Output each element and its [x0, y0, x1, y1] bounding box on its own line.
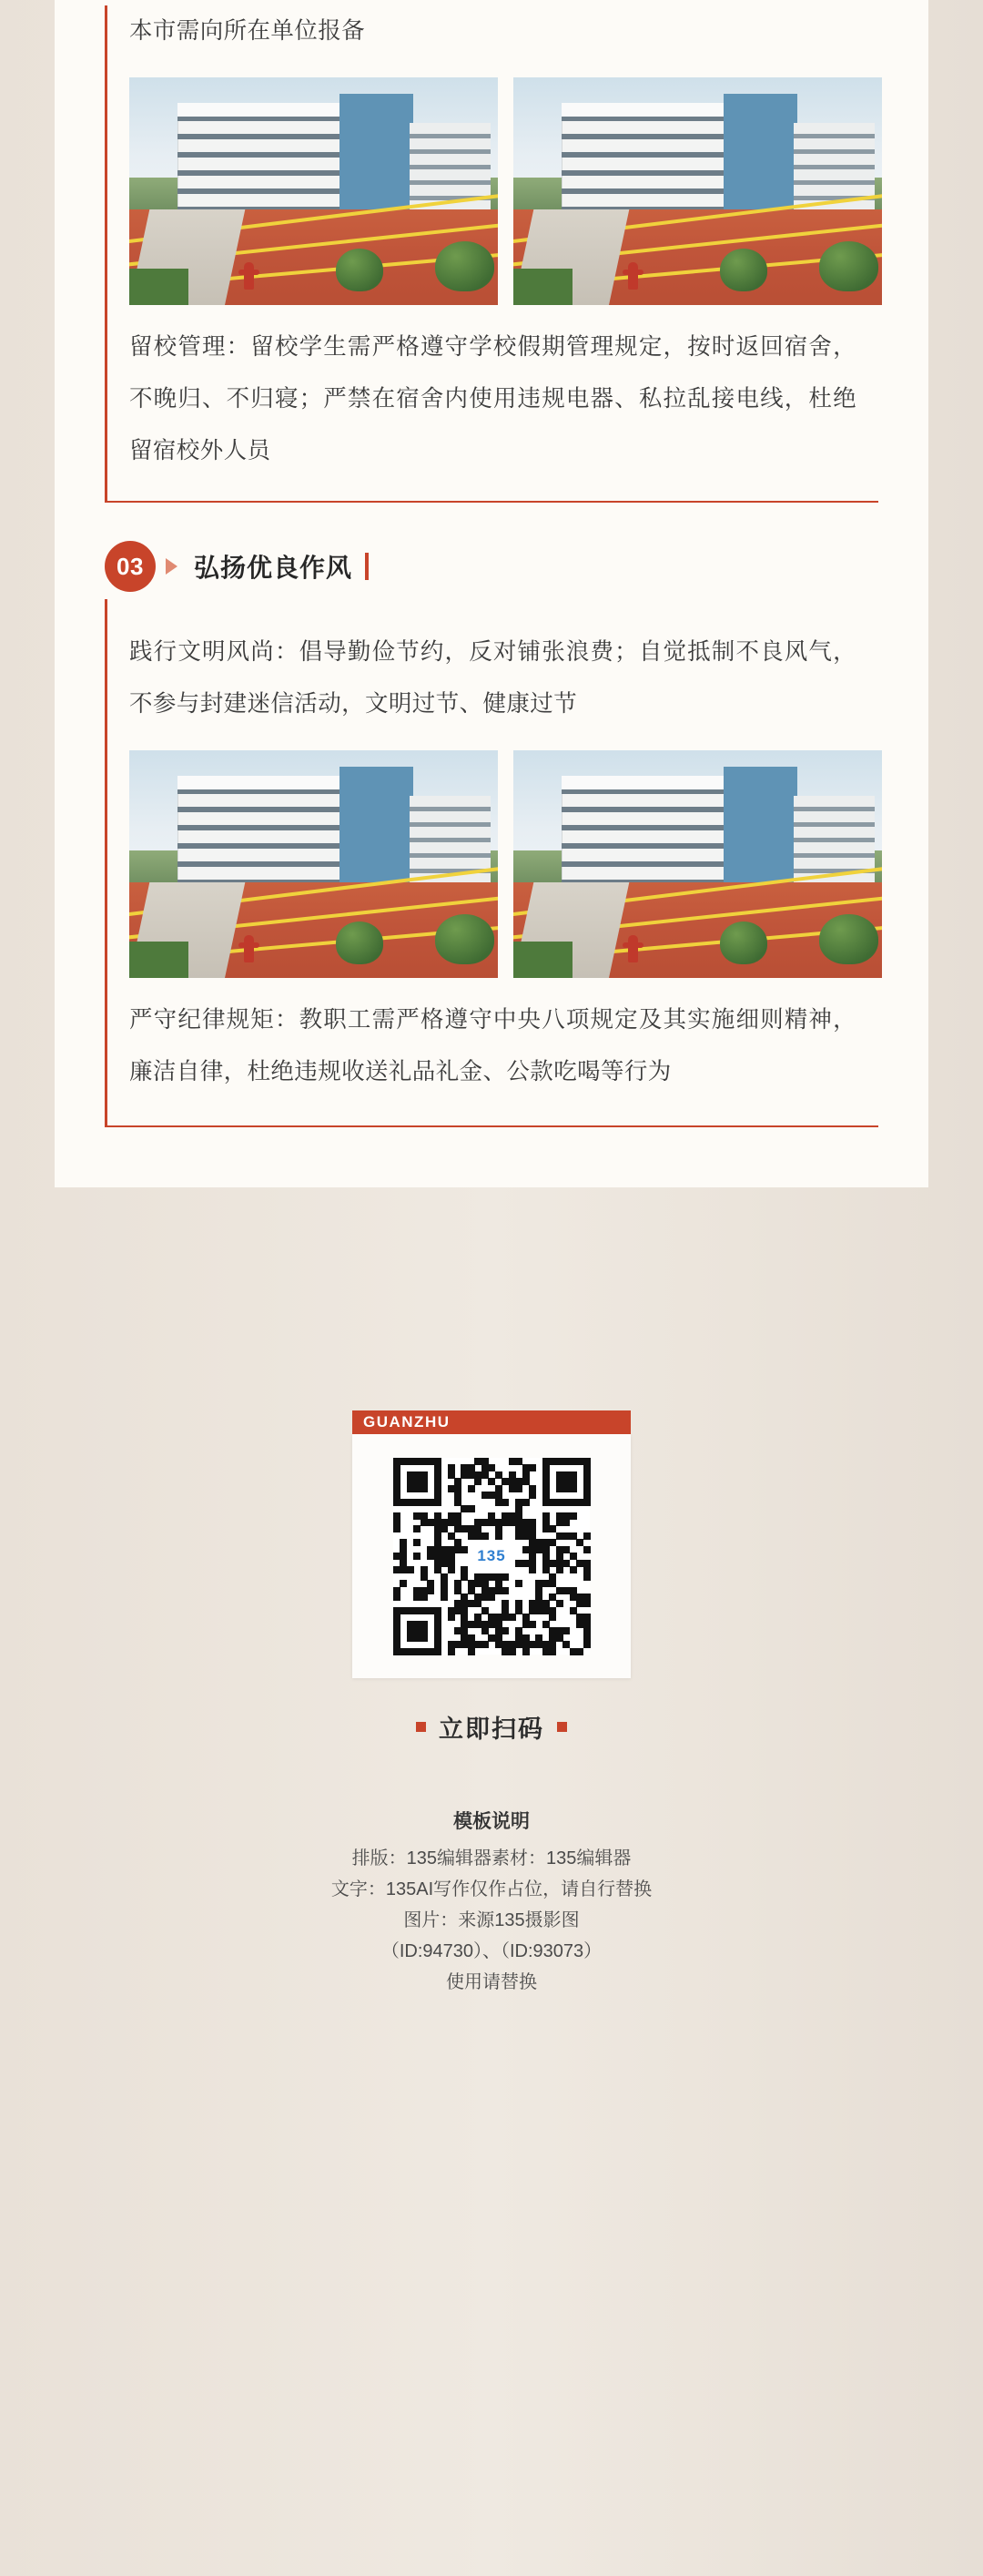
photo-school-3 [129, 750, 498, 978]
footer-notes [0, 1807, 983, 1998]
section-title: 弘扬优良作风 [194, 554, 353, 582]
section-block-03 [105, 599, 878, 1125]
section-heading-03 [105, 541, 928, 592]
footer-line-3: 图片：来源135摄影图 [403, 1910, 580, 1930]
qr-code-image[interactable] [393, 1458, 590, 1655]
footer-line-2: 文字：135AI写作仅作占位，请自行替换 [330, 1879, 653, 1899]
qr-caption-text: 立即扫码 [439, 1716, 544, 1743]
qr-banner-label: GUANZHU [352, 1410, 461, 1434]
square-marker-right-icon [557, 1722, 567, 1732]
image-row-03 [107, 730, 878, 994]
footer-line-4: （ID:94730）、（ID:93073） [380, 1941, 603, 1961]
footer-line-5: 使用请替换 [446, 1972, 537, 1992]
qr-card [352, 1434, 631, 1678]
footer-line-1: 排版：135编辑器素材：135编辑器 [351, 1848, 632, 1868]
article-card [55, 0, 928, 1187]
image-row-top [107, 57, 878, 321]
qr-center-logo [471, 1543, 512, 1570]
qr-banner [352, 1410, 631, 1434]
qr-caption [352, 1709, 631, 1745]
paragraph-civilized-practice: 践行文明风尚：倡导勤俭节约，反对铺张浪费；自觉抵制不良风气，不参与封建迷信活动，文明过节、健康过节 [129, 639, 856, 717]
paragraph-dormitory-management: 留校管理：留校学生需严格遵守学校假期管理规定，按时返回宿舍，不晚归、不归寝；严禁在宿舍内使用违规电器、私拉乱接电线，杜绝留宿校外人员 [129, 334, 856, 463]
qr-banner-line [461, 1421, 632, 1424]
square-marker-left-icon [416, 1722, 426, 1732]
photo-school-2 [513, 77, 882, 305]
section-number-badge: 03 [105, 541, 156, 592]
paragraph-discipline-rules: 严守纪律规矩：教职工需严格遵守中央八项规定及其实施细则精神，廉洁自律，杜绝违规收送礼品礼金、公款吃喝等行为 [129, 1007, 856, 1084]
section-block-top [105, 5, 878, 501]
divider-top-section [105, 501, 878, 503]
footer-title: 模板说明 [453, 1811, 530, 1832]
qr-logo-text: 135 [477, 1547, 506, 1564]
title-accent-bar [365, 553, 369, 580]
photo-school-4 [513, 750, 882, 978]
triangle-arrow-icon [166, 558, 177, 575]
lead-text: 本市需向所在单位报备 [129, 18, 366, 44]
photo-school-1 [129, 77, 498, 305]
qr-section [352, 1410, 631, 1745]
